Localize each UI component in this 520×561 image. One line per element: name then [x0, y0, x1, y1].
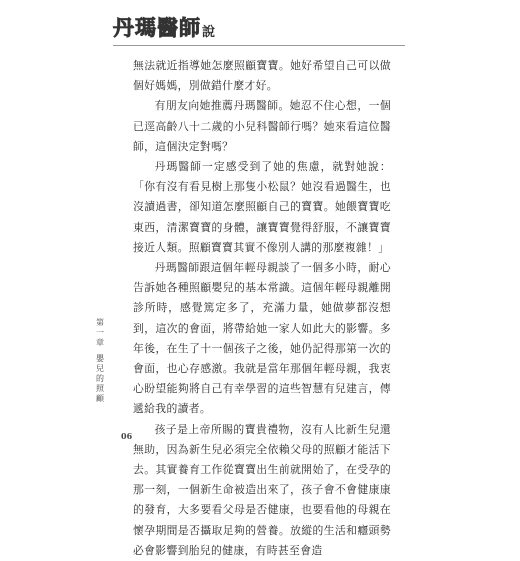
running-header [0, 0, 520, 52]
page-number: 06 [121, 431, 133, 441]
chapter-title: 嬰兒的照顧 [96, 354, 104, 403]
book-title-suffix: 說 [202, 25, 216, 40]
paragraph-2: 有朋友向她推薦丹瑪醫師。她忍不住心想，一個已逕高齡八十二歲的小兒科醫師行嗎？她來看這位醫師，這個決定對嗎？ [133, 99, 391, 153]
header-divider [113, 45, 405, 46]
paragraph-3: 丹瑪醫師一定感受到了她的焦慮，就對她說：「你有沒有看見樹上那隻小松鼠？她沒看過醫生，也沒讀過書，卻知道怎麼照顧自己的寶寶。她餵寶寶吃東西，清潔寶寶的身體，讓寶寶覺得舒服，不讓寶寶接近人類。照顧寶寶其實不像別人講的那麼複雜！」 [133, 160, 391, 254]
paragraph-1: 無法就近指導她怎麼照顧寶寶。她好希望自己可以做個好媽媽，別做錯什麼才好。 [133, 59, 391, 93]
body-text [133, 56, 391, 561]
paragraph-5: 孩子是上帝所賜的寶貴禮物，沒有人比新生兒還無助，因為新生兒必須完全依賴父母的照顧才能活下去。其實養育工作從寶寶出生前就開始了，在受孕的那一刻，一個新生命被造出來了，孩子會不會健康康的發育，大多要看父母是否健康，也要看他的母親在懷孕期間是否攝取足夠的營養。放縱的生活和癮頭勢必會影響到胎兒的健康，有時甚至會造 [133, 422, 391, 557]
paragraph-4: 丹瑪醫師跟這個年輕母親談了一個多小時，耐心告訴她各種照顧嬰兒的基本常識。這個年輕母親離開診所時，感覺篤定多了，充滿力量，她做夢都沒想到，這次的會面，將帶給她一家人如此大的影響。多年後，在生了十一個孩子之後，她仍記得那第一次的會面，也心存感激。我就是當年那個年輕母親，我衷心盼望能夠將自己有幸學習的這些智慧有兒建言，傳遞給我的讀者。 [133, 261, 391, 416]
book-title-logo [113, 12, 215, 42]
chapter-number: 第一章 [96, 318, 104, 347]
book-title-main: 丹瑪醫師 [113, 15, 201, 40]
chapter-side-tab [93, 318, 107, 404]
